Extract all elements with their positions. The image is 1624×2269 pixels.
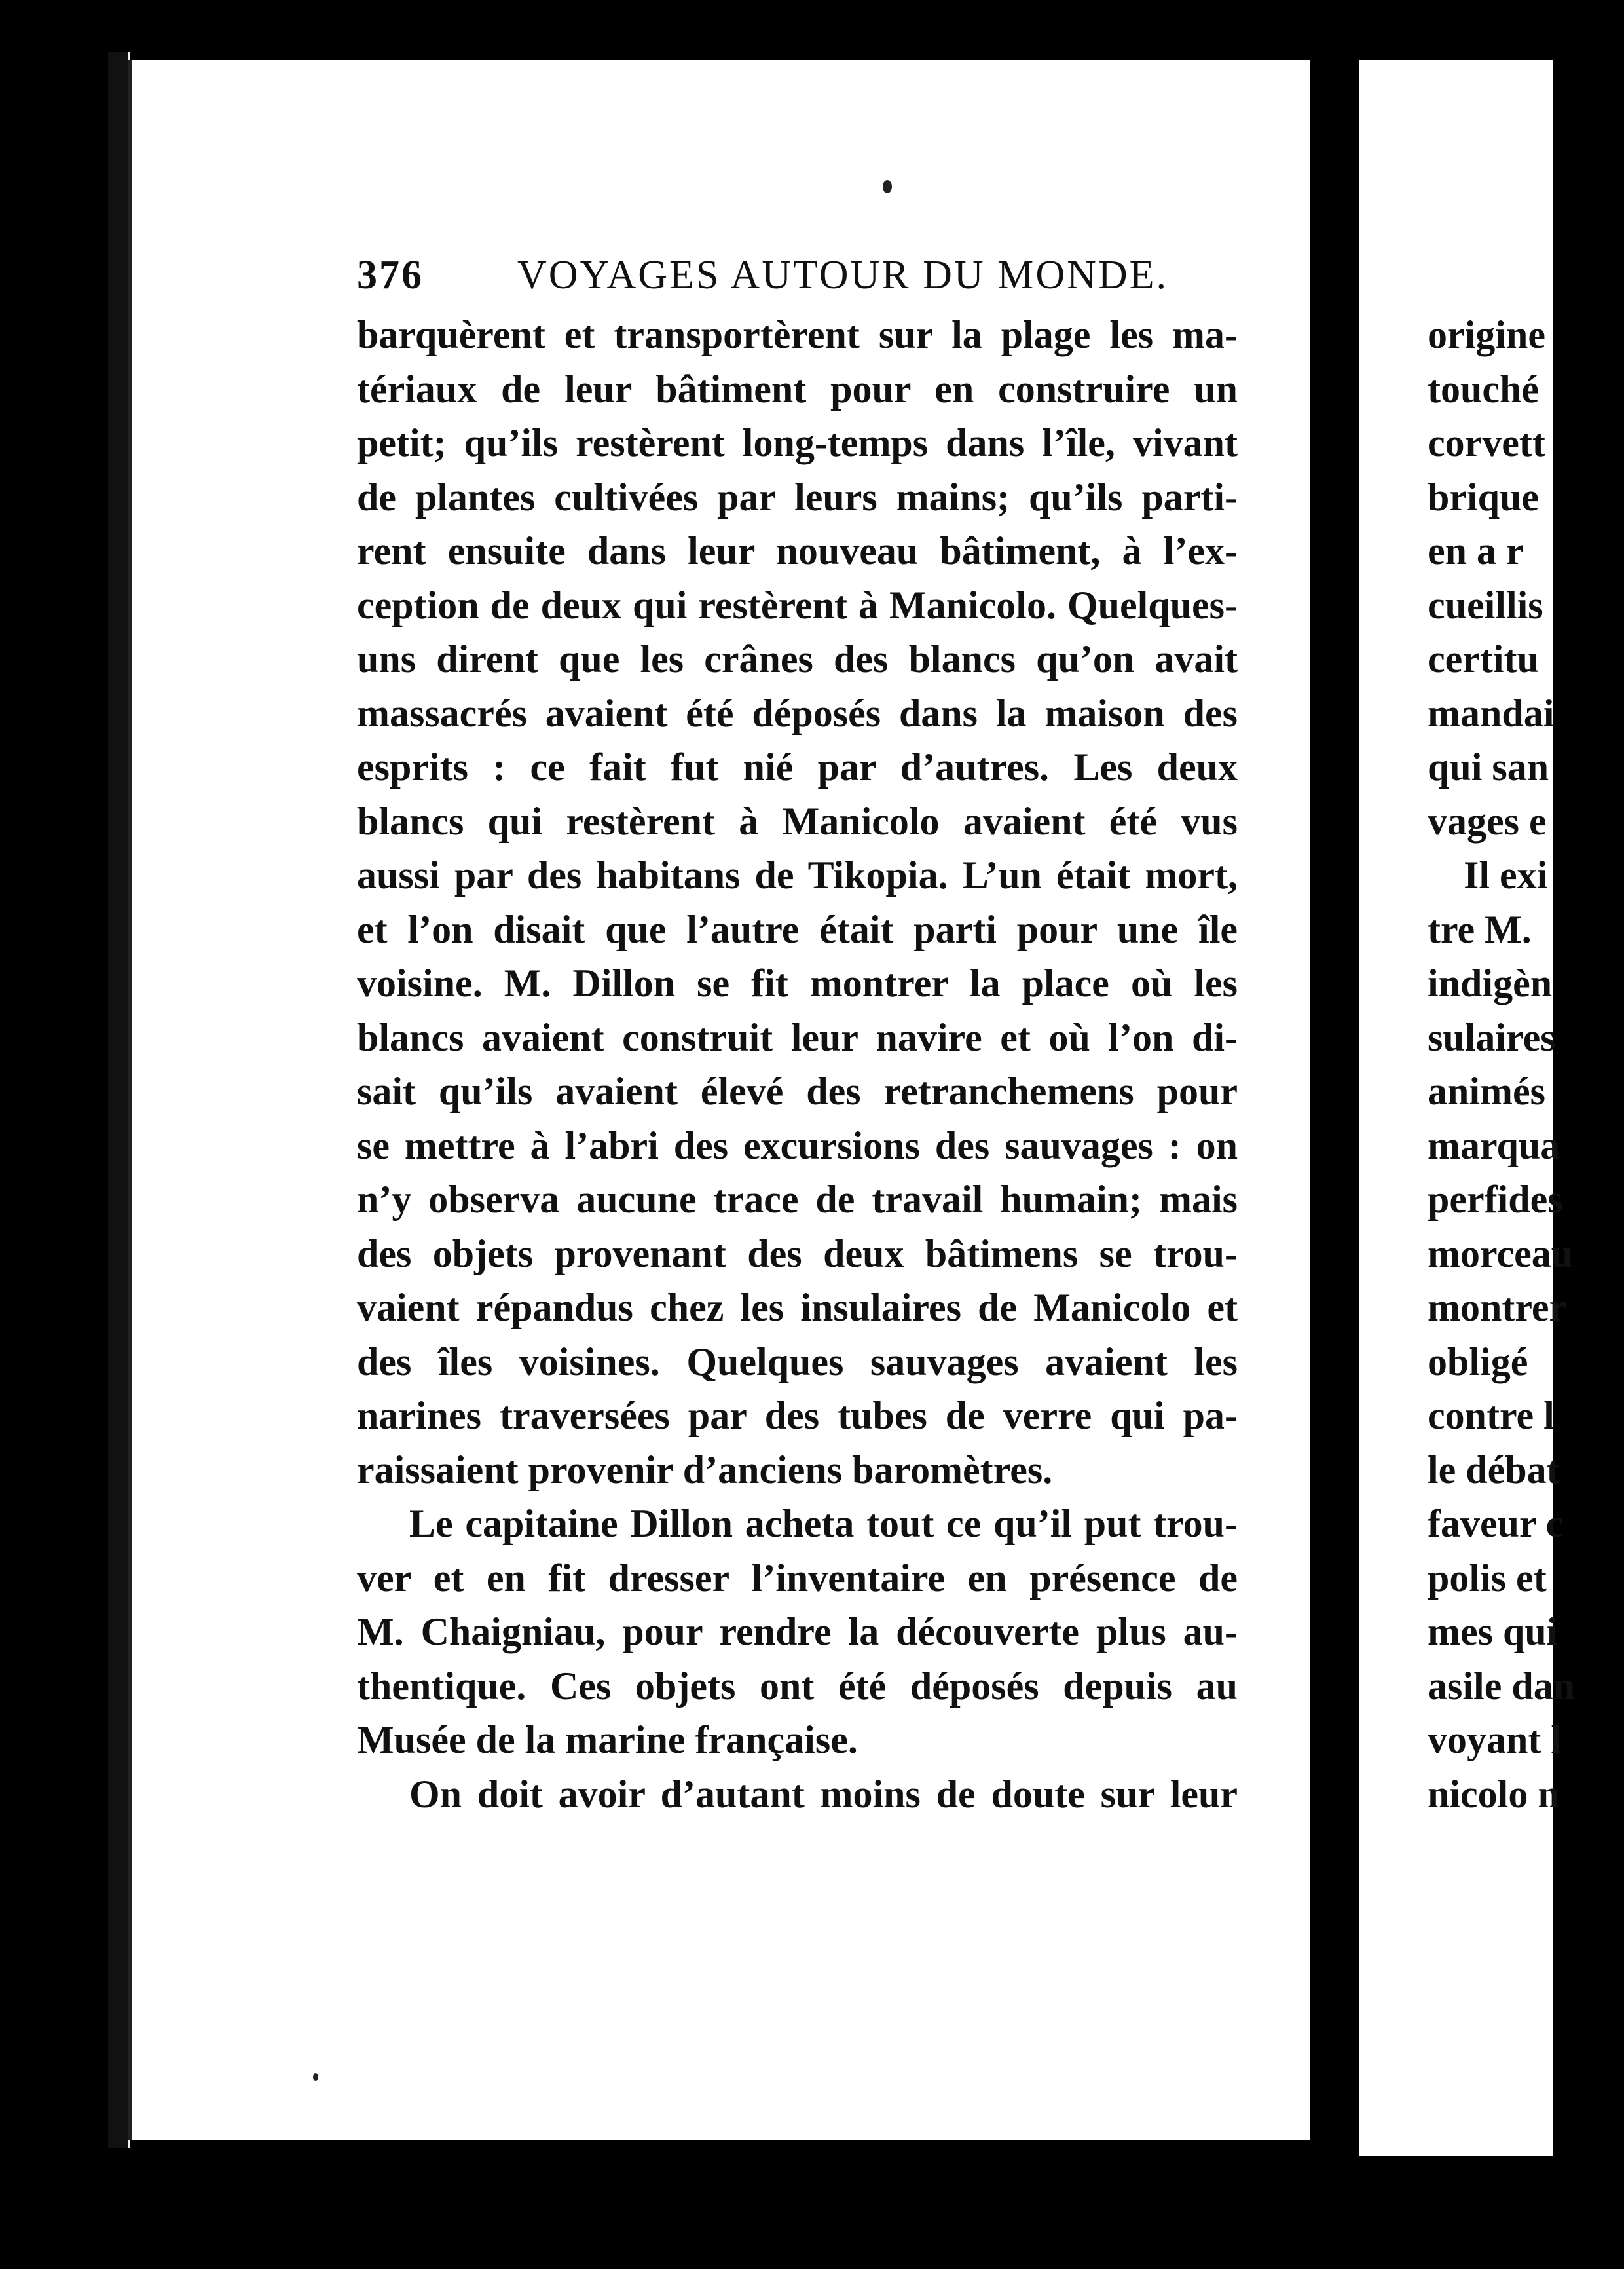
text-line: le débat bbox=[1428, 1448, 1560, 1491]
text-line: polis et bbox=[1428, 1556, 1547, 1600]
text-line: vages e bbox=[1428, 799, 1547, 843]
text-line: marqua bbox=[1428, 1123, 1560, 1167]
text-line: Il exi bbox=[1464, 853, 1548, 897]
text-line: des objets provenant des deux bâtimens se trou- bbox=[357, 1231, 1238, 1275]
text-line: petit; qu’ils restèrent long-temps dans l’île, vivant bbox=[357, 421, 1238, 464]
text-line: narines traversées par des tubes de verre qui pa- bbox=[357, 1394, 1238, 1437]
text-line: ception de deux qui restèrent à Manicolo. Quelques- bbox=[357, 583, 1238, 627]
text-line: touché bbox=[1428, 367, 1539, 411]
text-line: uns dirent que les crânes des blancs qu’on avait bbox=[357, 637, 1238, 681]
text-line: blancs avaient construit leur navire et où l’on di- bbox=[357, 1015, 1238, 1059]
text-line: corvett bbox=[1428, 421, 1545, 464]
left-page-text bbox=[357, 308, 1238, 1821]
text-line: Le capitaine Dillon acheta tout ce qu’il put trou- bbox=[409, 1502, 1238, 1545]
text-line: origine bbox=[1428, 313, 1545, 356]
text-line: rent ensuite dans leur nouveau bâtiment, à l’ex- bbox=[357, 529, 1238, 572]
text-line: tériaux de leur bâtiment pour en construire un bbox=[357, 367, 1238, 411]
text-line: thentique. Ces objets ont été déposés depuis au bbox=[357, 1664, 1238, 1708]
text-line: blancs qui restèrent à Manicolo avaient été vus bbox=[357, 799, 1238, 843]
text-line: sulaires bbox=[1428, 1015, 1556, 1059]
ink-spot bbox=[883, 180, 892, 193]
text-line: indigèn bbox=[1428, 962, 1553, 1005]
right-page-text bbox=[1428, 308, 1624, 1821]
text-line: mandai bbox=[1428, 691, 1555, 735]
running-header bbox=[357, 252, 1247, 305]
text-line: qui san bbox=[1428, 745, 1549, 789]
text-line: voyant l bbox=[1428, 1718, 1562, 1761]
text-line: en a r bbox=[1428, 529, 1524, 572]
text-line: cueillis bbox=[1428, 583, 1543, 627]
text-line: Musée de la marine française. bbox=[357, 1718, 858, 1761]
text-line: animés bbox=[1428, 1070, 1545, 1113]
text-line: On doit avoir d’autant moins de doute sur leur bbox=[409, 1772, 1238, 1816]
page-gutter bbox=[108, 52, 130, 2148]
text-line: barquèrent et transportèrent sur la plage les ma- bbox=[357, 313, 1238, 356]
page-number: 376 bbox=[357, 253, 424, 297]
text-line: faveur c bbox=[1428, 1502, 1564, 1545]
text-line: esprits : ce fait fut nié par d’autres. Les deux bbox=[357, 745, 1238, 789]
text-line: n’y observa aucune trace de travail humain; mais bbox=[357, 1178, 1238, 1221]
text-line: vaient répandus chez les insulaires de Manicolo et bbox=[357, 1286, 1238, 1329]
text-line: ver et en fit dresser l’inventaire en présence de bbox=[357, 1556, 1238, 1600]
text-line: sait qu’ils avaient élevé des retranchemens pour bbox=[357, 1070, 1238, 1113]
text-line: morceau bbox=[1428, 1231, 1574, 1275]
running-title: VOYAGES AUTOUR DU MONDE. bbox=[517, 253, 1169, 297]
text-line: des îles voisines. Quelques sauvages avaient les bbox=[357, 1340, 1238, 1383]
text-line: massacrés avaient été déposés dans la maison des bbox=[357, 691, 1238, 735]
text-line: montrer bbox=[1428, 1286, 1567, 1329]
text-line: de plantes cultivées par leurs mains; qu’ils parti- bbox=[357, 475, 1238, 519]
text-line: voisine. M. Dillon se fit montrer la place où les bbox=[357, 962, 1238, 1005]
text-line: obligé bbox=[1428, 1340, 1528, 1383]
text-line: asile dan bbox=[1428, 1664, 1576, 1708]
text-line: raissaient provenir d’anciens baromètres. bbox=[357, 1448, 1053, 1491]
text-line: M. Chaigniau, pour rendre la découverte plus au- bbox=[357, 1610, 1238, 1653]
text-line: perfides bbox=[1428, 1178, 1563, 1221]
text-line: tre M. bbox=[1428, 907, 1532, 951]
ink-spot bbox=[313, 2073, 318, 2081]
text-line: certitu bbox=[1428, 637, 1539, 681]
text-line: aussi par des habitans de Tikopia. L’un était mort, bbox=[357, 853, 1238, 897]
text-line: et l’on disait que l’autre était parti pour une île bbox=[357, 907, 1238, 951]
text-line: brique bbox=[1428, 475, 1540, 519]
text-line: contre l bbox=[1428, 1394, 1555, 1437]
text-line: mes qui bbox=[1428, 1610, 1558, 1653]
text-line: nicolo n bbox=[1428, 1772, 1560, 1816]
text-line: se mettre à l’abri des excursions des sauvages : on bbox=[357, 1123, 1238, 1167]
